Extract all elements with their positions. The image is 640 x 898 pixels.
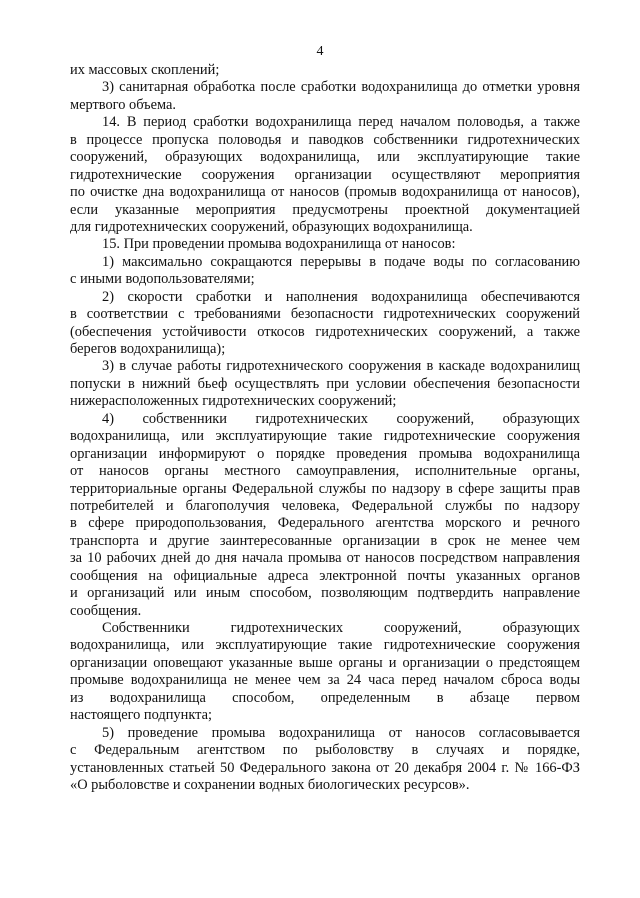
text-line: берегов водохранилища); (70, 341, 226, 357)
text-line: сообщения. (70, 602, 142, 619)
text-line: с иными водопользователями; (70, 271, 255, 288)
text-line: попуски в нижний бьеф осуществлять при условии обеспечения безопасности (70, 375, 580, 392)
text-line: от наносов органы местного самоуправления, исполнительные органы, (70, 463, 580, 480)
text-line: территориальные органы Федеральной службы по надзору в сфере защиты прав (70, 480, 580, 497)
text-line: нижерасположенных гидротехнических сооружений; (70, 393, 397, 410)
text-line: если указанные мероприятия предусмотрены проектной документацией (70, 201, 580, 218)
text-line: 1) максимально сокращаются перерывы в подаче воды по согласованию (102, 253, 580, 270)
text-line: «О рыболовстве и сохранении водных биологических ресурсов». (70, 776, 470, 793)
text-line: в соответствии с требованиями безопасности гидротехнических сооружений (70, 306, 580, 323)
text-line: водохранилища, или эксплуатирующие такие гидротехнические сооружения (70, 637, 580, 654)
text-line: гидротехнические сооружения организации осуществляют мероприятия (70, 166, 580, 183)
text-line: мертвого объема. (70, 96, 176, 113)
text-line: в процессе пропуска половодья и паводков собственники гидротехнических (70, 131, 580, 148)
text-line: (обеспечения устойчивости откосов гидротехнических сооружений, а также (70, 323, 580, 340)
text-line: сообщения на официальные адреса электронной почты указанных органов (70, 567, 580, 584)
text-line: 15. При проведении промыва водохранилища от наносов: (102, 236, 456, 253)
text-line: 4) собственники гидротехнических сооружений, образующих (102, 410, 580, 427)
text-line: 2) скорости сработки и наполнения водохранилища обеспечиваются (102, 288, 580, 305)
text-line: организации информируют о порядке проведения промыва водохранилища (70, 445, 580, 462)
text-line: 3) санитарная обработка после сработки водохранилища до отметки уровня (102, 79, 580, 96)
text-line: 5) проведение промыва водохранилища от наносов согласовывается (102, 724, 580, 741)
text-line: по очистке дна водохранилища от наносов (промыв водохранилища от наносов), (70, 184, 580, 201)
text-line: настоящего подпункта; (70, 707, 212, 724)
text-line: в сфере природопользования, Федерального агентства морского и речного (70, 515, 580, 532)
text-line: потребителей и благополучия человека, Федеральной службы по надзору (70, 497, 580, 514)
text-line: за 10 рабочих дней до дня начала промыва от наносов посредством направления (70, 550, 580, 567)
text-line: водохранилища, или эксплуатирующие такие гидротехнические сооружения (70, 428, 580, 445)
text-line: 14. В период сработки водохранилища перед началом половодья, а также (102, 114, 580, 131)
text-line: с Федеральным агентством по рыболовству в случаях и порядке, (70, 742, 580, 759)
document-body (70, 62, 580, 794)
text-line: сооружений, образующих водохранилища, или эксплуатирующие такие (70, 149, 580, 166)
text-line: транспорта и другие заинтересованные организации в срок не менее чем (70, 532, 580, 549)
text-line: 3) в случае работы гидротехнического сооружения в каскаде водохранилищ (102, 358, 580, 375)
text-line: их массовых скоплений; (70, 62, 220, 78)
page-number: 4 (316, 44, 324, 59)
text-line: и организаций или иным способом, позволяющим подтвердить направление (70, 585, 580, 602)
text-line: промыве водохранилища не менее чем за 24 часа перед началом сброса воды (70, 672, 580, 689)
text-line: из водохранилища способом, определенным в абзаце первом (70, 689, 580, 706)
text-line: установленных статьей 50 Федерального закона от 20 декабря 2004 г. № 166-ФЗ (70, 759, 580, 776)
text-line: Собственники гидротехнических сооружений, образующих (102, 620, 580, 636)
text-line: для гидротехнических сооружений, образующих водохранилища. (70, 218, 473, 235)
text-line: организации оповещают указанные выше органы и организации о предстоящем (70, 654, 580, 671)
